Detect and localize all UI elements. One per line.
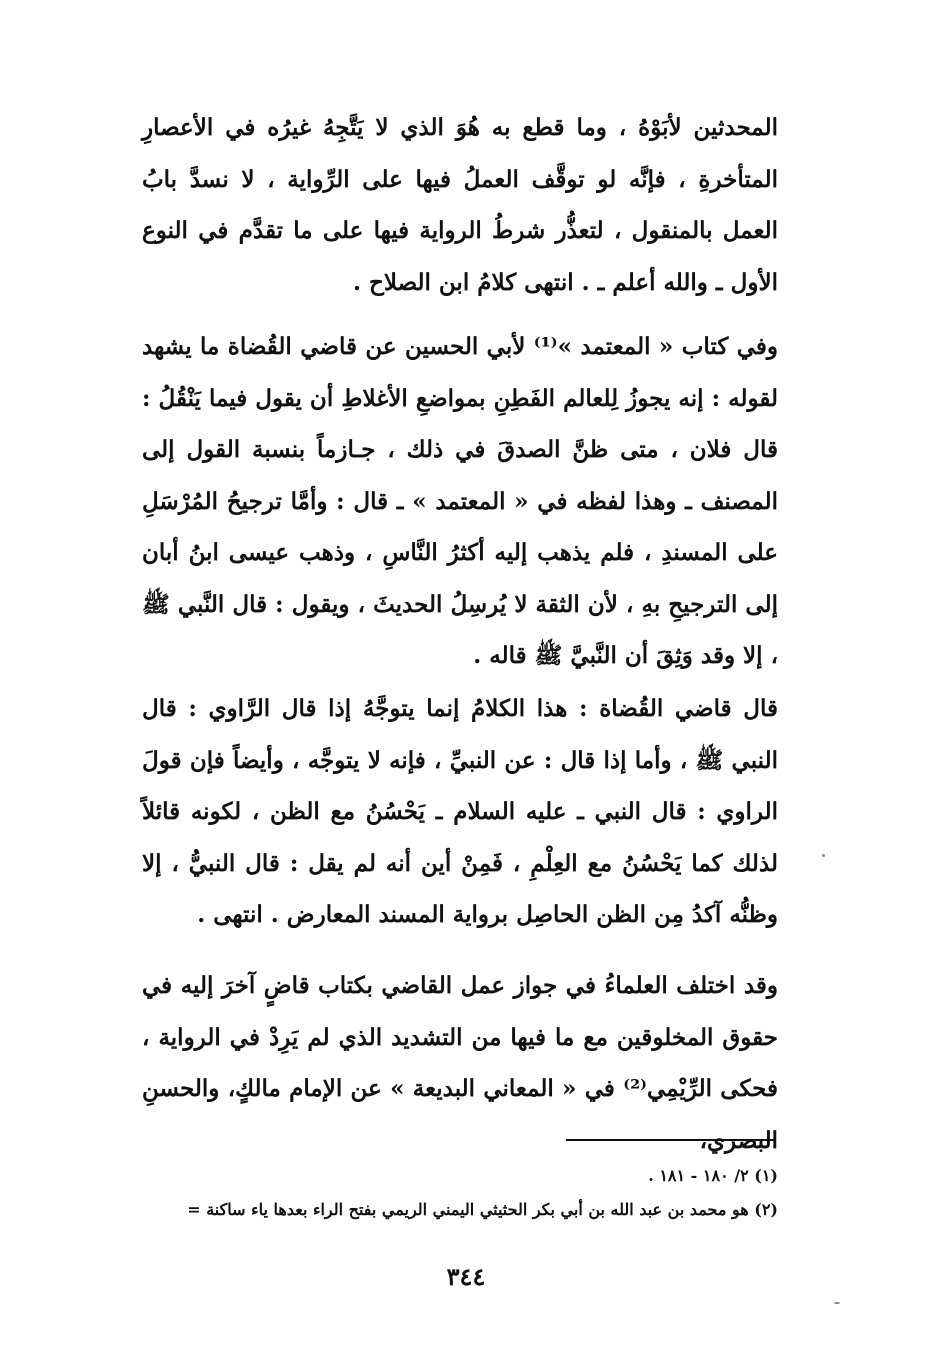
- paragraph-3: قال قاضي القُضاة : هذا الكلامُ إنما يتوجَّهُ إذا قال الرَّاوي : قال النبي ﷺ ، وأما إذا قال : عن النبيِّ ، فإنه لا يتوجَّه ، وأيضاً فإن قولَ الراوي : قال النبي ـ عليه السلام ـ يَحْسُنُ مع الظن ، لكونه قائلاً لذلك كما يَحْسُنُ مع العِلْمِ ، فَمِنْ أين أنه لم يقل : قال النبيُّ ، إلا وظنُّه آكدُ مِن الظن الحاصِل برواية المسند المعارض . انتهى .: [142, 695, 778, 928]
- footnote-2: (٢) هو محمد بن عبد الله بن أبي بكر الحثيثي اليمني الريمي بفتح الراء بعدها ياء ساكنة =: [187, 1200, 778, 1219]
- main-text-block: [142, 321, 778, 682]
- scan-speck: [822, 854, 825, 857]
- footnote-separator: [566, 1139, 776, 1141]
- main-text-block: [142, 102, 778, 308]
- footnote-1: (١) ٢/ ١٨٠ - ١٨١ .: [648, 1166, 778, 1185]
- paragraph-4: وقد اختلف العلماءُ في جواز عمل القاضي بكتاب قاضٍ آخرَ إليه في حقوق المخلوقين مع ما فيها من التشديد الذي لم يَرِدْ في الرواية ، فحكى الرِّيْمِي⁽²⁾ في « المعاني البديعة » عن الإمام مالكٍ، والحسنِ البصري،: [142, 972, 778, 1154]
- scan-speck: [834, 1302, 840, 1304]
- footnotes: [138, 1159, 778, 1227]
- paragraph-1: المحدثين لأبَوْهُ ، وما قطع به هُوَ الذي لا يَتَّجِهُ غيرُه في الأعصارِ المتأخرةِ ، فإنَّه لو توقَّف العملُ فيها على الرِّواية ، لا نسدَّ بابُ العمل بالمنقول ، لتعذُّر شرطُ الرواية فيها على ما تقدَّم في النوع الأول ـ والله أعلم ـ . انتهى كلامُ ابن الصلاح .: [142, 114, 778, 296]
- page-number: ٣٤٤: [446, 1262, 486, 1291]
- paragraph-2: وفي كتاب « المعتمد »⁽¹⁾ لأبي الحسين عن قاضي القُضاة ما يشهد لقوله : إنه يجوزُ لِلعالم الفَطِنِ بمواضعِ الأغلاطِ أن يقول فيما يَنْقُلُ : قال فلان ، متى ظنَّ الصدقَ في ذلك ، جـازماً بنسبة القول إلى المصنف ـ وهذا لفظه في « المعتمد » ـ قال : وأمَّا ترجيحُ المُرْسَلِ على المسندِ ، فلم يذهب إليه أكثرُ النَّاسِ ، وذهب عيسى ابنُ أبان إلى الترجيحِ بهِ ، لأن الثقة لا يُرسِلُ الحديثَ ، ويقول : قال النَّبي ﷺ ، إلا وقد وَثِقَ أن النَّبيَّ ﷺ قاله .: [142, 333, 778, 669]
- main-text-block: [142, 960, 778, 1166]
- main-text-block: [142, 683, 778, 941]
